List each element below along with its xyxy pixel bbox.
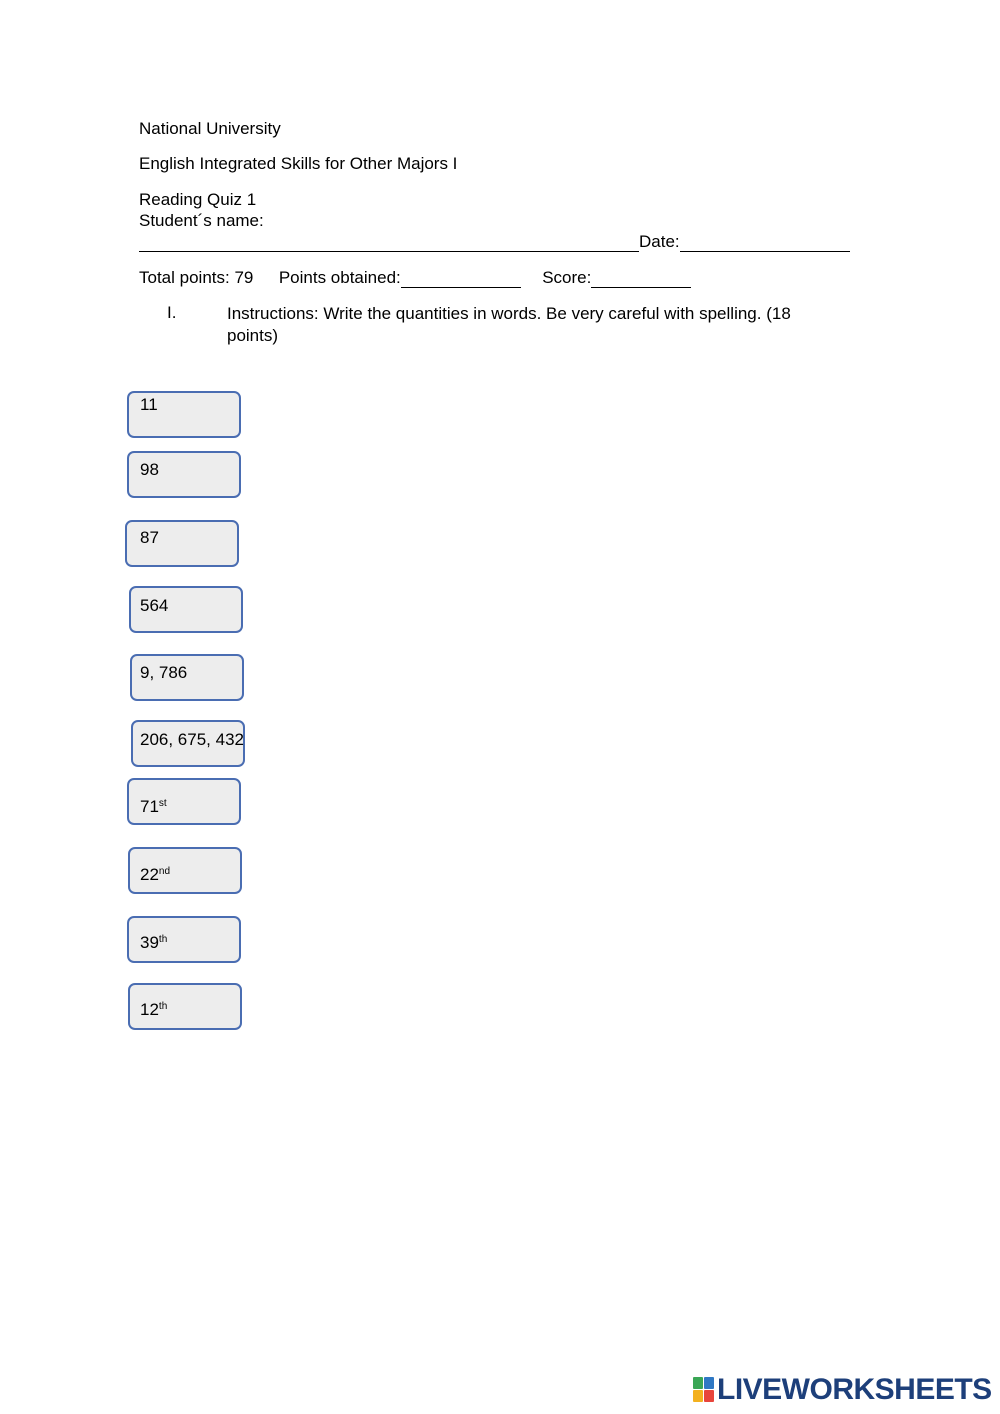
quantity-value: 12th [140,1000,168,1019]
liveworksheets-logo-icon [693,1377,715,1403]
quantity-box[interactable] [127,391,241,438]
liveworksheets-logo [693,1374,992,1406]
quantity-value: 87 [140,528,159,547]
quantity-box[interactable] [125,520,239,567]
points-obtained-field[interactable] [401,270,521,288]
section-numeral: I. [167,303,177,322]
quantity-value: 11 [140,395,158,414]
date-label: Date: [639,232,680,251]
quantity-value: 206, 675, 432 [140,730,244,749]
quantity-value: 98 [140,460,159,479]
points-obtained-label: Points obtained: [278,268,401,287]
quantity-box[interactable] [127,778,241,825]
quantity-box[interactable] [127,916,241,963]
date-field[interactable] [639,232,850,252]
course-title: English Integrated Skills for Other Majors I [139,154,458,173]
quantity-value: 564 [140,596,169,615]
quantity-box[interactable] [128,983,242,1030]
quantity-value: 71st [140,797,167,816]
institution-name: National University [139,119,281,138]
quiz-title: Reading Quiz 1 [139,190,257,209]
score-field[interactable] [591,270,691,288]
quantity-box[interactable] [128,847,242,894]
total-points: Total points: 79 [139,268,254,287]
quantity-value: 39th [140,933,168,952]
logo-text: LIVEWORKSHEETS [717,1373,992,1406]
score-label: Score: [542,268,592,287]
quantity-value: 9, 786 [140,663,188,682]
student-name-field[interactable] [139,232,639,252]
student-name-label: Student´s name: [139,211,264,230]
section-instructions: Instructions: Write the quantities in words. Be very careful with spelling. (18 points) [227,304,791,345]
quantity-box[interactable] [129,586,243,633]
quantity-box[interactable] [127,451,241,498]
quantity-box[interactable] [131,720,245,767]
quantity-value: 22nd [140,865,171,884]
points-row [139,268,691,288]
quantity-box[interactable] [130,654,244,701]
